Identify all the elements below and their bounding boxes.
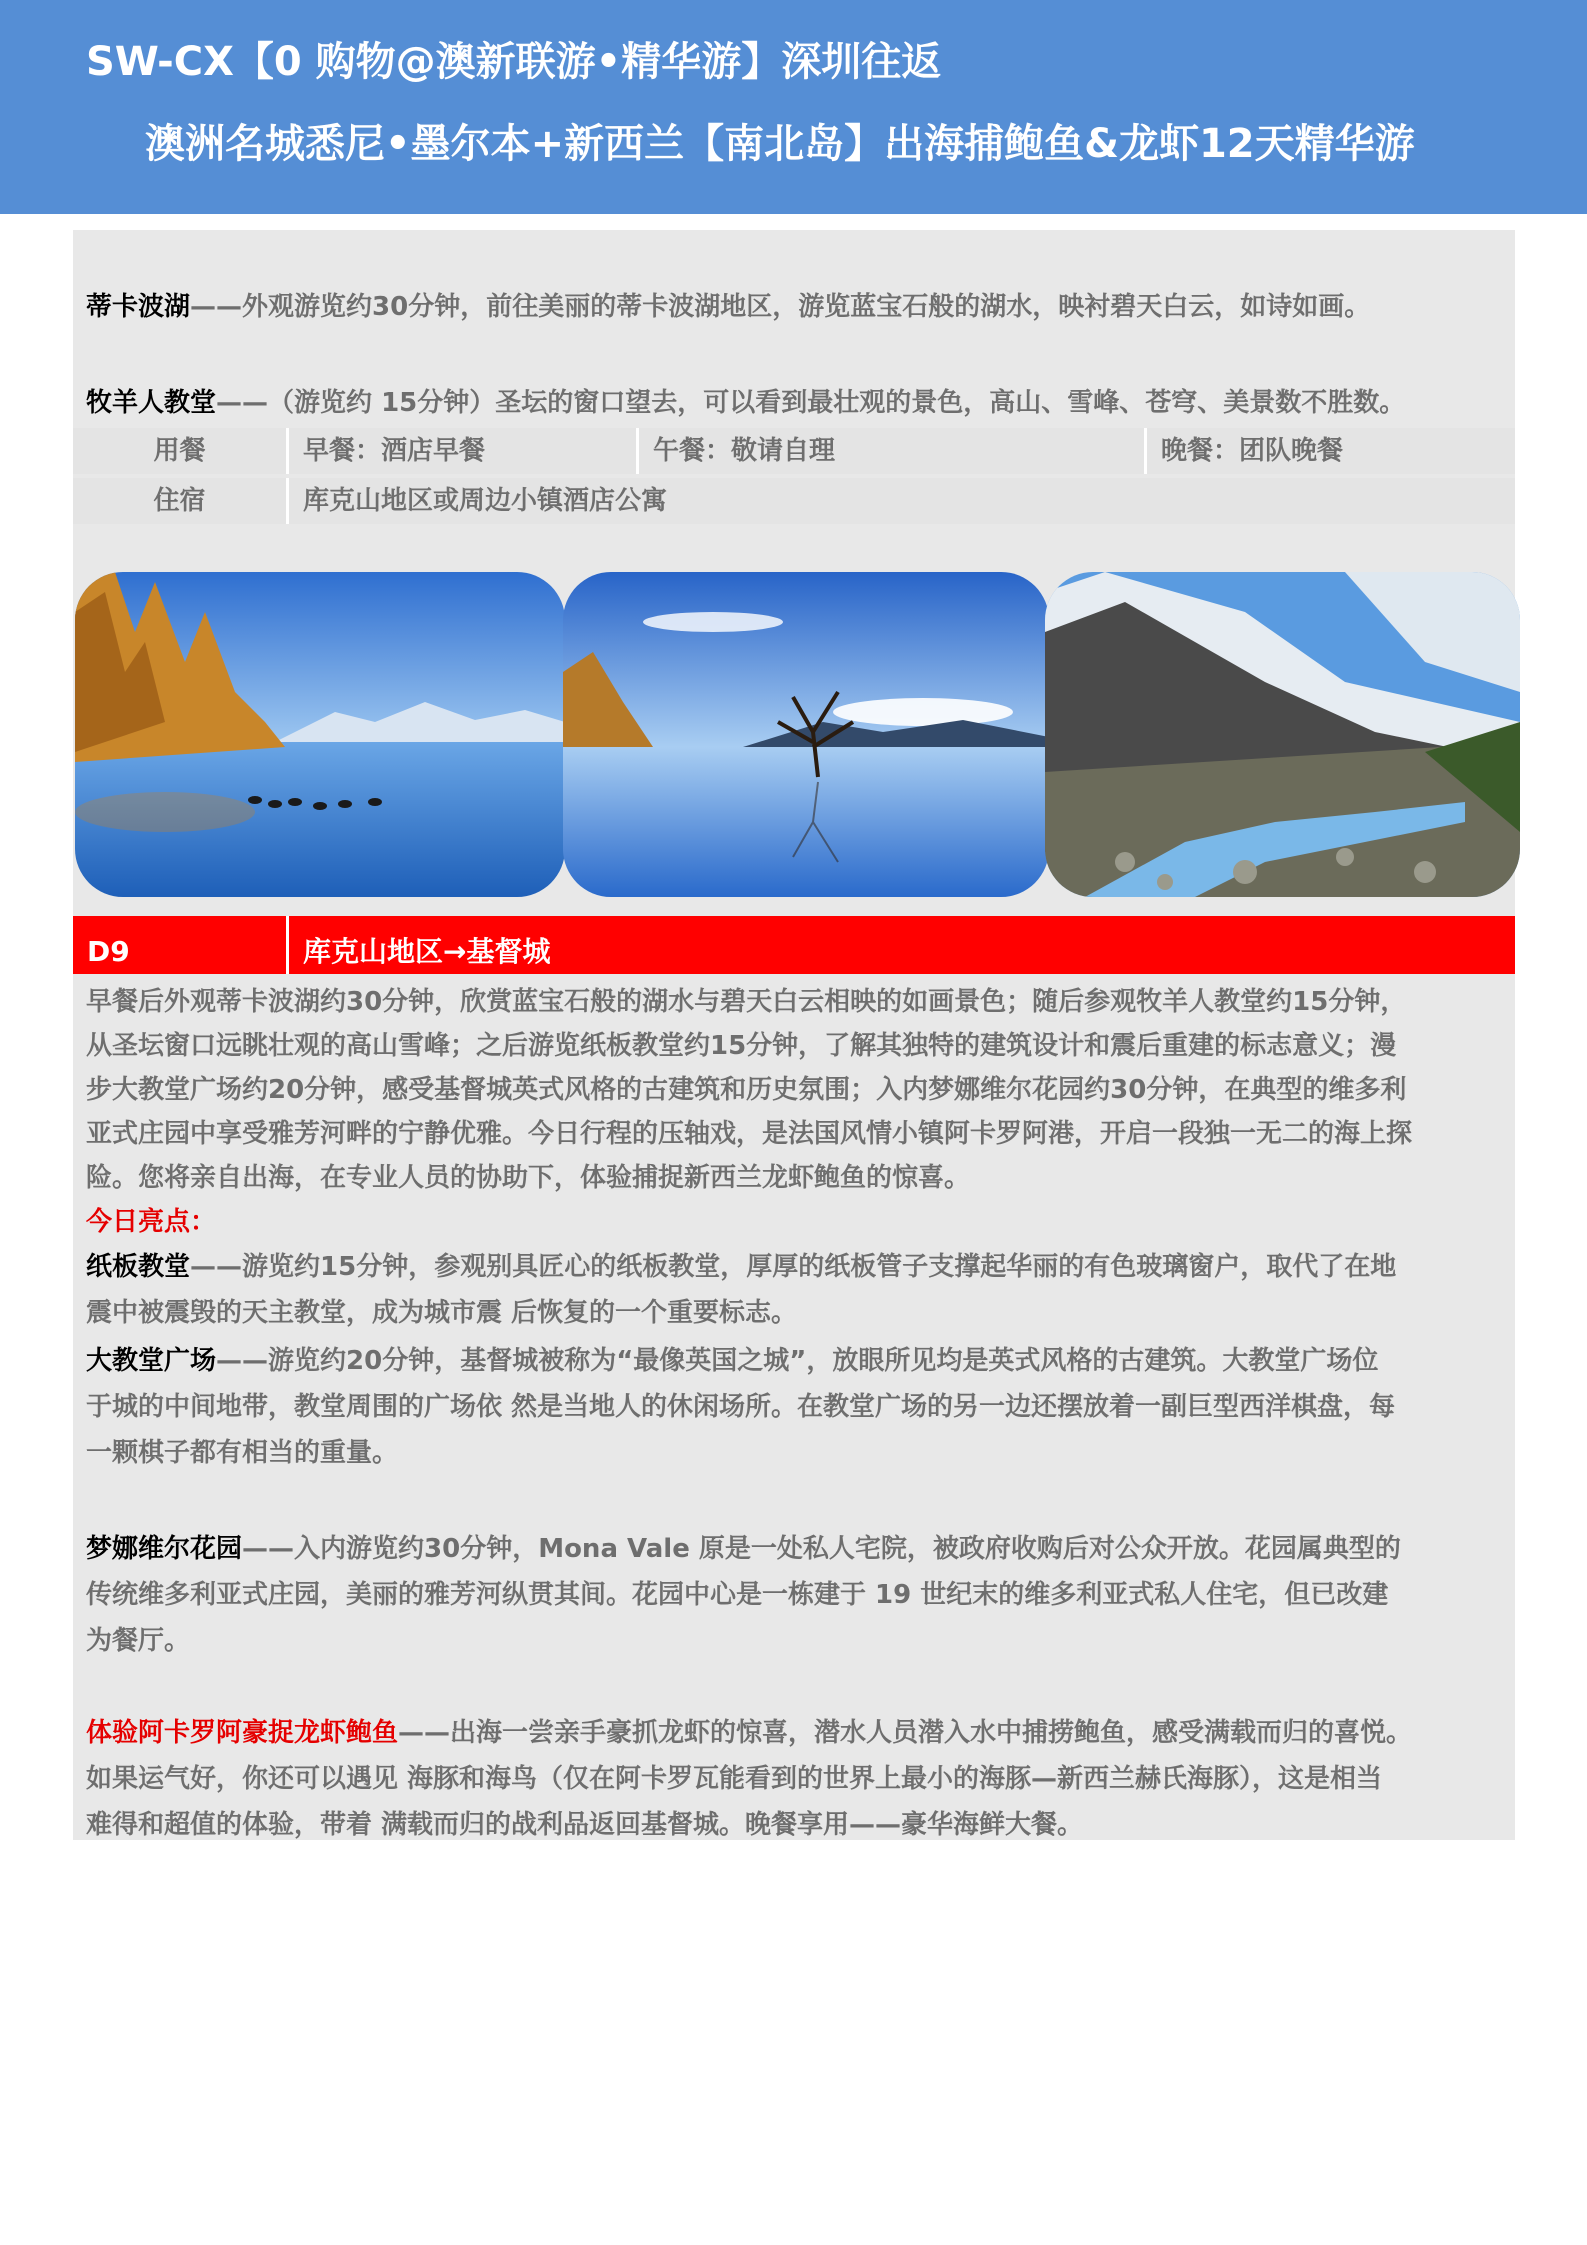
cardboard-line: ——游览约15分钟，参观别具匠心的纸板教堂，厚厚的纸板管子支撑起华丽的有色玻璃窗户，取代了在地 [190,1252,1397,1282]
tekapo-paragraph [86,284,1370,330]
square-line: 于城的中间地带，教堂周围的广场依 然是当地人的休闲场所。在教堂广场的另一边还摆放着一副巨型西洋棋盘，每 [86,1392,1396,1422]
cardboard-line: 震中被震毁的天主教堂，成为城市震 后恢复的一个重要标志。 [86,1298,798,1328]
monavale-line: 传统维多利亚式庄园，美丽的雅芳河纵贯其间。花园中心是一栋建于 19 世纪末的维多利亚式私人住宅，但已改建 [86,1580,1389,1610]
cardboard-cathedral-block [86,1244,1506,1336]
cardboard-title: 纸板教堂 [86,1252,191,1282]
lodging-row [73,478,1515,524]
akaroa-line: 难得和超值的体验，带着 满载而归的战利品返回基督城。晚餐享用——豪华海鲜大餐。 [86,1810,1084,1840]
monavale-line: 为餐厅。 [86,1626,191,1656]
day-9-summary [86,980,1506,1244]
lone-tree-image [563,572,1049,897]
meals-label: 用餐 [73,428,286,474]
summary-line: 亚式庄园中享受雅芳河畔的宁静优雅。今日行程的压轴戏，是法国风情小镇阿卡罗阿港，开启一段独一无二的海上探 [86,1119,1413,1149]
summary-line: 步大教堂广场约20分钟，感受基督城英式风格的古建筑和历史氛围；入内梦娜维尔花园约30分钟，在典型的维多利 [86,1075,1407,1105]
highlights-label: 今日亮点： [86,1207,217,1237]
summary-line: 险。您将亲自出海，在专业人员的协助下，体验捕捉新西兰龙虾鲍鱼的惊喜。 [86,1163,971,1193]
church-paragraph [86,380,1405,426]
square-line: ——游览约20分钟，基督城被称为“最像英国之城”，放眼所见均是英式风格的古建筑。大教堂广场位 [216,1346,1379,1376]
breakfast-cell: 早餐：酒店早餐 [286,428,636,474]
church-text: ——（游览约 15分钟）圣坛的窗口望去，可以看到最壮观的景色，高山、雪峰、苍穹、美景数不胜数。 [216,388,1406,418]
lake-autumn-image [75,572,565,897]
lunch-cell: 午餐：敬请自理 [636,428,1144,474]
summary-line: 早餐后外观蒂卡波湖约30分钟，欣赏蓝宝石般的湖水与碧天白云相映的如画景色；随后参观牧羊人教堂约15分钟， [86,987,1407,1017]
akaroa-block [86,1710,1506,1848]
cathedral-square-block [86,1338,1506,1476]
photo-lone-tree [563,572,1049,897]
monavale-line: ——入内游览约30分钟，Mona Vale 原是一处私人宅院，被政府收购后对公众开放。花园属典型的 [242,1534,1401,1564]
day-route: 库克山地区→基督城 [286,916,1515,974]
mona-vale-block [86,1526,1506,1664]
akaroa-title: 体验阿卡罗阿豪捉龙虾鲍鱼 [86,1718,399,1748]
summary-line: 从圣坛窗口远眺壮观的高山雪峰；之后游览纸板教堂约15分钟，了解其独特的建筑设计和震后重建的标志意义；漫 [86,1031,1397,1061]
monavale-title: 梦娜维尔花园 [86,1534,243,1564]
akaroa-line: 如果运气好，你还可以遇见 海豚和海鸟（仅在阿卡罗瓦能看到的世界上最小的海豚—新西兰赫氏海豚），这是相当 [86,1764,1383,1794]
header-banner [0,0,1587,214]
meals-row [73,428,1515,474]
square-title: 大教堂广场 [86,1346,217,1376]
square-line: 一颗棋子都有相当的重量。 [86,1438,399,1468]
photo-lake-autumn [75,572,565,897]
day-9-header [73,916,1515,974]
akaroa-line: ——出海一尝亲手豪抓龙虾的惊喜，潜水人员潜入水中捕捞鲍鱼，感受满载而归的喜悦。 [398,1718,1413,1748]
tour-code-title: SW-CX【0 购物@澳新联游•精华游】深圳往返 [86,39,942,85]
dinner-cell: 晚餐：团队晚餐 [1144,428,1515,474]
tour-title: 澳洲名城悉尼•墨尔本+新西兰【南北岛】出海捕鲍鱼&龙虾12天精华游 [145,121,1415,167]
tekapo-title: 蒂卡波湖 [86,292,191,322]
church-title: 牧羊人教堂 [86,388,217,418]
mountain-valley-image [1045,572,1520,897]
photo-strip [75,572,1520,897]
tekapo-text: ——外观游览约30分钟，前往美丽的蒂卡波湖地区，游览蓝宝石般的湖水，映衬碧天白云，如诗如画。 [190,292,1371,322]
day-label: D9 [87,935,130,968]
lodging-label: 住宿 [73,478,286,524]
photo-mountain-valley [1045,572,1520,897]
lodging-value: 库克山地区或周边小镇酒店公寓 [286,478,1515,524]
